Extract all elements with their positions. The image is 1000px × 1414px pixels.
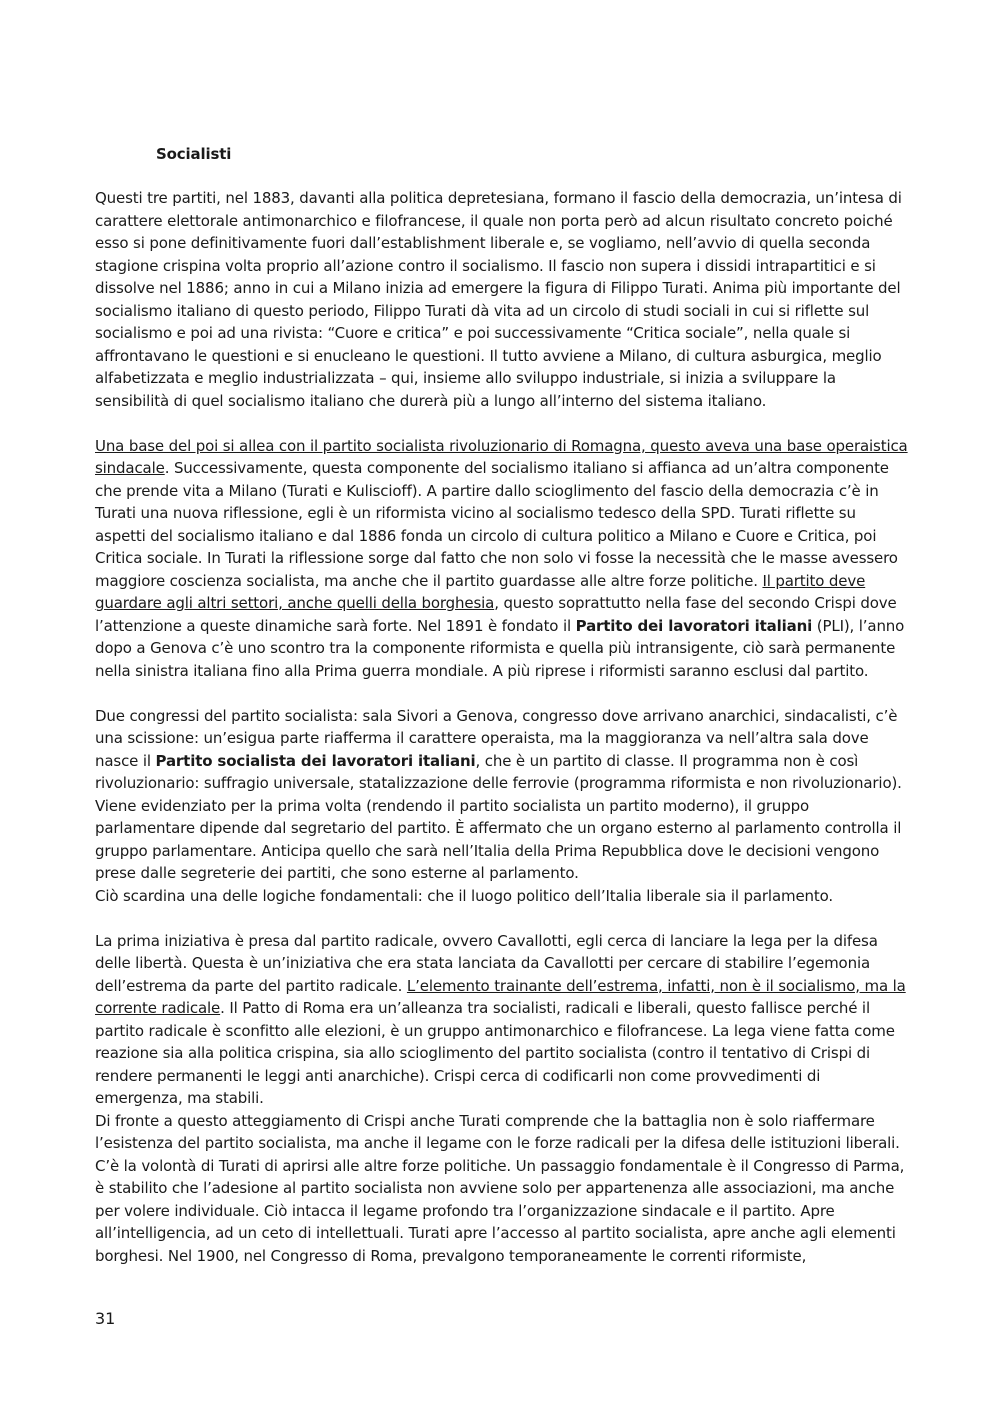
paragraph-4-text-b: . Il Patto di Roma era un’alleanza tra socialisti, radicali e liberali, questo fallisce perché il partito radicale è sconfitto alle elezioni, è un gruppo antimonarchico e filofrancese. La lega viene fatta come reazione sia alla politica crispina, sia allo scioglimento del partito socialista (contro il tentativo di Crispi di rendere permanenti le leggi anti anarchiche). Crispi cerca di codificarli non come provvedimenti di emergenza, ma stabili.: [95, 999, 895, 1107]
paragraph-1-text: Questi tre partiti, nel 1883, davanti alla politica depretesiana, formano il fascio della democrazia, un’intesa di carattere elettorale antimonarchico e filofrancese, il quale non porta però ad alcun risultato concreto poiché esso si pone definitivamente fuori dall’establishment liberale e, se vogliamo, nell’avvio di quella seconda stagione crispina volta proprio all’azione contro il socialismo. Il fascio non supera i dissidi intrapartitici e si dissolve nel 1886; anno in cui a Milano inizia ad emergere la figura di Filippo Turati. Anima più importante del socialismo italiano di questo periodo, Filippo Turati dà vita ad un circolo di studi sociali in cui si riflette sul socialismo e poi ad una rivista: “Cuore e critica” e poi successivamente “Critica sociale”, nella quale si affrontavano le questioni e si enucleano le questioni. Il tutto avviene a Milano, di cultura asburgica, meglio alfabetizzata e meglio industrializzata – qui, insieme allo sviluppo industriale, si inizia a sviluppare la sensibilità di quel socialismo italiano che durerà più a lungo all’interno del sistema italiano.: [95, 189, 902, 410]
paragraph-1: [95, 187, 910, 412]
paragraph-4-text-c: Di fronte a questo atteggiamento di Crispi anche Turati comprende che la battaglia non è solo riaffermare l’esistenza del partito socialista, ma anche il legame con le forze radicali per la difesa delle istituzioni liberali. C’è la volontà di Turati di aprirsi alle altre forze politiche. Un passaggio fondamentale è il Congresso di Parma, è stabilito che l’adesione al partito socialista non avviene solo per appartenenza alle associazioni, ma anche per volere individuale. Ciò intacca il legame profondo tra l’organizzazione sindacale e il partito. Apre all’intelligencia, ad un ceto di intellettuali. Turati apre l’accesso al partito socialista, apre anche agli elementi borghesi. Nel 1900, nel Congresso di Roma, prevalgono temporaneamente le correnti riformiste,: [95, 1111, 905, 1265]
paragraph-2-text-c: (PLI), l’anno dopo a Genova c’è uno scontro tra la componente riformista e quella più intransigente, ciò sarà permanente nella sinistra italiana fino alla Prima guerra mondiale. A più riprese i riformisti saranno esclusi dal partito.: [95, 616, 905, 680]
section-title: Socialisti: [156, 145, 232, 163]
document-body: [95, 143, 910, 1267]
paragraph-4: [95, 930, 910, 1110]
paragraph-3-text-b: , che è un partito di classe. Il programma non è così rivoluzionario: suffragio universale, statalizzazione delle ferrovie (programma riformista e non rivoluzionario). Viene evidenziato per la prima volta (rendendo il partito socialista un partito moderno), il gruppo parlamentare dipende dal segretario del partito. È affermato che un organo esterno al parlamento controlla il gruppo parlamentare. Anticipa quello che sarà nell’Italia della Prima Repubblica dove le decisioni vengono prese dalle segreterie dei partiti, che sono esterne al parlamento.: [95, 751, 902, 882]
page-number: 31: [95, 1309, 116, 1328]
paragraph-4-text-a: La prima iniziativa è presa dal partito radicale, ovvero Cavallotti, egli cerca di lanciare la lega per la difesa delle libertà. Questa è un’iniziativa che era stata lanciata da Cavallotti per cercare di stabilire l’egemonia dell’estrema da parte del partito radicale.: [95, 931, 878, 995]
bold-term: Partito socialista dei lavoratori italiani: [155, 751, 476, 770]
paragraph-2: [95, 435, 910, 683]
paragraph-3: [95, 705, 910, 885]
bold-term: Partito dei lavoratori italiani: [575, 616, 813, 635]
paragraph-3-text-a: Due congressi del partito socialista: sala Sivori a Genova, congresso dove arrivano anarchici, sindacalisti, c’è una scissione: un’esigua parte riafferma il carattere operaista, ma la maggioranza va nell’altra sala dove nasce il: [95, 706, 898, 770]
paragraph-3-continuation: [95, 885, 910, 908]
underlined-phrase: L’elemento trainante dell’estrema, infatti, non è il socialismo, ma la corrente radicale: [95, 976, 906, 1017]
paragraph-2-text-b: , questo soprattutto nella fase del secondo Crispi dove l’attenzione a queste dinamiche sarà forte. Nel 1891 è fondato il: [95, 594, 897, 635]
underlined-phrase: Una base del poi si allea con il partito socialista rivoluzionario di Romagna, questo aveva una base operaistica sindacale: [95, 436, 908, 477]
paragraph-3-text-c: Ciò scardina una delle logiche fondamentali: che il luogo politico dell’Italia liberale sia il parlamento.: [95, 886, 833, 905]
paragraph-4-continuation: [95, 1110, 910, 1268]
underlined-phrase: Il partito deve guardare agli altri settori, anche quelli della borghesia: [95, 571, 866, 612]
paragraph-2-text-a: . Successivamente, questa componente del socialismo italiano si affianca ad un’altra componente che prende vita a Milano (Turati e Kuliscioff). A partire dallo scioglimento del fascio della democrazia c’è in Turati una nuova riflessione, egli è un riformista vicino al socialismo tedesco della SPD. Turati riflette su aspetti del socialismo italiano e dal 1886 fonda un circolo di cultura politico a Milano e Cuore e Critica, poi Critica sociale. In Turati la riflessione sorge dal fatto che non solo vi fosse la necessità che le masse avessero maggiore coscienza socialista, ma anche che il partito guardasse alle altre forze politiche.: [95, 459, 898, 590]
